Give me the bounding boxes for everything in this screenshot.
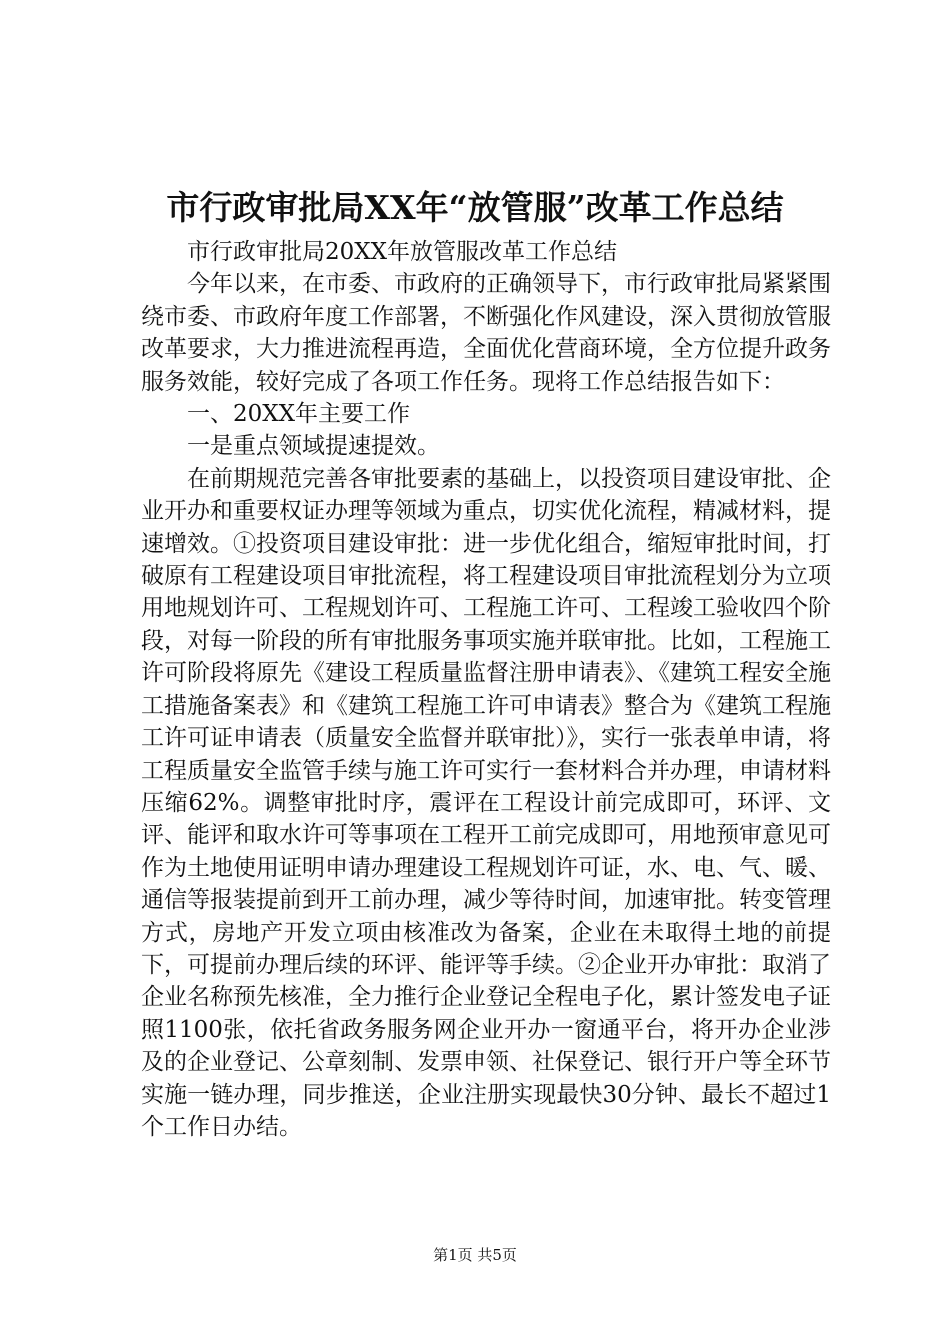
body-paragraph-subtitle: 市行政审批局20XX年放管服改革工作总结 — [187, 239, 618, 265]
section-heading-main-work: 一、20XX年主要工作 — [187, 401, 411, 428]
subsection-heading-key-areas: 一是重点领域提速提效。 — [187, 433, 440, 460]
document-title: 市行政审批局XX年“放管服”改革工作总结 — [166, 188, 784, 227]
body-paragraph-key-areas: 在前期规范完善各审批要素的基础上，以投资项目建设审批、企业开办和重要权证办理等领域为重点，切实优化流程，精减材料，提速增效。①投资项目建设审批：进一步优化组合，缩短审批时间，打破原有工程建设项目审批流程，将工程建设项目审批流程划分为立项用地规划许可、工程规划许可、工程施工许可、工程竣工验收四个阶段，对每一阶段的所有审批服务事项实施并联审批。比如，工程施工许可阶段将原先《建设工程质量监督注册申请表》、《建筑工程安全施工措施备案表》和《建筑工程施工许可申请表》整合为《建筑工程施工许可证申请表（质量安全监督并联审批）》，实行一张表单申请，将工程质量安全监管手续与施工许可实行一套材料合并办理，申请材料压缩62%。调整审批时序，震评在工程设计前完成即可，环评、文评、能评和取水许可等事项在工程开工前完成即可，用地预审意见可作为土地使用证明申请办理建设工程规划许可证，水、电、气、暖、通信等报装提前到开工前办理，减少等待时间，加速审批。转变管理方式，房地产开发立项由核准改为备案，企业在未取得土地的前提下，可提前办理后续的环评、能评等手续。②企业开办审批：取消了企业名称预先核准，全力推行企业登记全程电子化，累计签发电子证照1100张，依托省政务服务网企业开办一窗通平台，将开办企业涉及的企业登记、公章刻制、发票申领、社保登记、银行开户等全环节实施一链办理，同步推送，企业注册实现最快30分钟、最长不超过1个工作日办结。 — [141, 465, 831, 1140]
body-paragraph-intro: 今年以来，在市委、市政府的正确领导下，市行政审批局紧紧围绕市委、市政府年度工作部署，不断强化作风建设，深入贯彻放管服改革要求，大力推进流程再造，全面优化营商环境，全方位提升政务服务效能，较好完成了各项工作任务。现将工作总结报告如下： — [141, 271, 831, 395]
document-body — [141, 236, 831, 1143]
page-number-footer: 第1页 共5页 — [433, 1246, 517, 1264]
